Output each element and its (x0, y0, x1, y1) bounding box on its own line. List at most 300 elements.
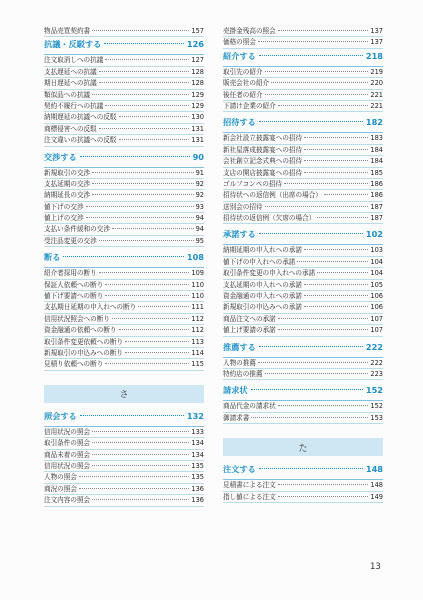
leader-dots (258, 362, 368, 363)
entry-page: 137 (370, 27, 383, 35)
leader-dots (251, 389, 363, 390)
index-entry[interactable] (44, 427, 204, 438)
entry-page: 104 (370, 269, 383, 278)
index-entry[interactable] (223, 145, 383, 156)
entry-title: ゴルフコンペの招待 (223, 179, 283, 188)
section-header[interactable] (223, 229, 383, 244)
entry-title: 招待状への返信例（出席の場合） (223, 191, 322, 200)
entry-title: 御請求書 (223, 413, 250, 422)
index-entry[interactable] (44, 78, 204, 89)
entry-page: 137 (370, 38, 383, 47)
leader-dots (265, 206, 369, 207)
leader-dots (265, 71, 369, 72)
entry-page: 187 (370, 202, 383, 211)
entry-page: 221 (370, 90, 383, 99)
sections-a (223, 51, 383, 424)
leader-dots (105, 284, 189, 285)
entry-page: 153 (370, 413, 383, 422)
entry-page: 135 (191, 473, 204, 482)
entry-page: 112 (191, 314, 204, 323)
leader-dots (86, 217, 194, 218)
index-entry[interactable] (44, 438, 204, 449)
entry-title: 支払遅延への抗議 (44, 67, 97, 76)
entry-page: 184 (370, 145, 383, 154)
leader-dots (92, 30, 189, 31)
entry-page: 94 (195, 214, 204, 223)
leader-dots (297, 261, 368, 262)
entry-page: 95 (195, 236, 204, 245)
index-entry[interactable] (44, 112, 204, 123)
section-header[interactable] (44, 152, 204, 167)
leader-dots (259, 55, 363, 56)
entry-title: 取引条件変更の申入れへの承諾 (223, 269, 316, 278)
leader-dots (304, 137, 368, 138)
section-page: 152 (365, 385, 383, 396)
leader-dots (304, 172, 368, 173)
leader-dots (317, 217, 368, 218)
index-entry[interactable] (223, 302, 383, 313)
leader-dots (278, 30, 369, 31)
entry-page: 223 (370, 369, 383, 378)
index-entry[interactable] (223, 179, 383, 190)
entry-title: 後任者の紹介 (223, 90, 263, 99)
section-title: 注文する (223, 464, 256, 475)
entry-page: 107 (370, 326, 383, 335)
section-title: 請求状 (223, 385, 248, 396)
entry-page: 109 (191, 269, 204, 278)
leader-dots (119, 139, 190, 140)
section-title: 抗議・反駁する (44, 39, 102, 50)
section-header[interactable] (223, 342, 383, 357)
kana-divider: た (223, 438, 383, 456)
entry-title: 物品売買契約書 (44, 27, 91, 35)
leader-dots (271, 82, 368, 83)
section-page: 218 (365, 50, 383, 61)
entry-title: 商標侵害への反駁 (44, 124, 97, 133)
section-title: 推薦する (223, 341, 256, 352)
entry-title: 注文違いの抗議への反駁 (44, 136, 117, 145)
entry-page: 157 (191, 27, 204, 35)
entry-title: 紹介者採用の断り (44, 269, 97, 278)
index-entry[interactable] (44, 213, 204, 224)
leader-dots (138, 306, 189, 307)
entry-page: 134 (191, 450, 204, 459)
index-entry[interactable] (44, 90, 204, 101)
leader-dots (304, 160, 368, 161)
sections-a (44, 39, 204, 370)
entry-title: 新規取引の申込みへの承諾 (223, 303, 302, 312)
entry-title: 特約店の推薦 (223, 369, 263, 378)
entry-page: 110 (191, 292, 204, 301)
entry-title: 信用状況の照会 (44, 461, 91, 470)
entry-page: 94 (195, 225, 204, 234)
leader-dots (278, 405, 369, 406)
entry-title: 納期延長の交渉 (44, 191, 91, 200)
entry-title: 値上げ要請の承諾 (223, 326, 276, 335)
entry-title: 見積書による注文 (223, 481, 276, 490)
index-entry[interactable] (44, 484, 204, 495)
leader-dots (63, 256, 184, 257)
entry-title: 支払延期の交渉 (44, 179, 91, 188)
entry-page: 92 (195, 179, 204, 188)
index-entry[interactable] (44, 124, 204, 135)
entry-page: 93 (195, 202, 204, 211)
leader-dots (259, 468, 363, 469)
entry-page: 127 (191, 56, 204, 65)
section-page: 108 (186, 252, 204, 263)
index-entry[interactable] (44, 461, 204, 472)
entry-page: 113 (191, 337, 204, 346)
entry-title: 招待状の返信例（欠席の場合） (223, 214, 316, 223)
index-entry[interactable] (44, 359, 204, 370)
entry-title: 新規取引の申込みへの断り (44, 348, 123, 357)
entry-page: 112 (191, 326, 204, 335)
index-entry[interactable] (223, 413, 383, 424)
index-entry[interactable] (223, 168, 383, 179)
leader-dots (92, 172, 193, 173)
index-entry[interactable] (44, 101, 204, 112)
entry-title: 注文内容の照会 (44, 496, 91, 505)
entry-title: 新規取引の交渉 (44, 168, 91, 177)
index-entry[interactable] (223, 480, 383, 491)
index-entry[interactable] (223, 314, 383, 325)
leader-dots (86, 206, 194, 207)
section-title: 承諾する (223, 229, 256, 240)
entry-page: 106 (370, 303, 383, 312)
index-entry[interactable] (223, 358, 383, 369)
leader-dots (278, 318, 369, 319)
entry-title: 受注品変更の交渉 (44, 236, 97, 245)
entry-title: 支払期日延期の申入れへの断り (44, 303, 137, 312)
leader-dots (251, 417, 368, 418)
leader-dots (284, 183, 368, 184)
index-entry[interactable] (223, 37, 383, 48)
section-title: 紹介する (223, 50, 256, 61)
leader-dots (317, 272, 368, 273)
entry-page: 115 (191, 360, 204, 369)
index-entry[interactable] (44, 224, 204, 235)
index-entry[interactable] (44, 472, 204, 483)
index-entry[interactable] (44, 348, 204, 359)
entry-title: 注文取消しへの抗議 (44, 56, 104, 65)
index-entry[interactable] (44, 135, 204, 146)
index-entry[interactable] (223, 245, 383, 256)
leader-dots (92, 431, 189, 432)
left-index-column (44, 26, 204, 512)
index-entry[interactable] (223, 78, 383, 89)
entry-page: 103 (370, 246, 383, 255)
leader-dots (278, 496, 369, 497)
index-entry[interactable] (223, 202, 383, 213)
index-section (223, 117, 383, 224)
section-header[interactable] (223, 385, 383, 400)
top-items (44, 26, 204, 37)
entry-page: 131 (191, 136, 204, 145)
index-entry[interactable] (223, 213, 383, 224)
leader-dots (259, 121, 363, 122)
entry-title: 販売会社の紹介 (223, 79, 270, 88)
entry-page: 183 (370, 134, 383, 143)
entry-title: 取引条件の照会 (44, 439, 91, 448)
entry-page: 136 (191, 484, 204, 493)
entry-page: 186 (370, 191, 383, 200)
entry-page: 110 (191, 280, 204, 289)
leader-dots (92, 499, 189, 500)
section-header[interactable] (223, 464, 383, 479)
entry-page: 131 (191, 124, 204, 133)
leader-dots (92, 465, 189, 466)
leader-dots (92, 442, 189, 443)
index-entry[interactable] (44, 179, 204, 190)
index-section (44, 252, 204, 371)
index-entry[interactable] (223, 401, 383, 412)
sections-b (44, 411, 204, 507)
leader-dots (304, 284, 368, 285)
index-section (223, 51, 383, 113)
entry-title: 支払延期の申入れへの承諾 (223, 280, 302, 289)
leader-dots (92, 454, 189, 455)
entry-title: 保証人依頼への断り (44, 280, 104, 289)
leader-dots (99, 128, 190, 129)
index-entry[interactable] (223, 280, 383, 291)
index-entry[interactable] (223, 190, 383, 201)
entry-title: 類似品への抗議 (44, 90, 91, 99)
leader-dots (99, 71, 190, 72)
entry-title: 新社屋落成披露宴への招待 (223, 145, 303, 154)
entry-title: 支払い条件緩和の交渉 (44, 225, 110, 234)
entry-page: 91 (195, 168, 204, 177)
index-entry[interactable] (44, 495, 204, 506)
entry-title: 支店の開店披露宴への招待 (223, 168, 303, 177)
section-page: 102 (365, 229, 383, 240)
index-section (223, 342, 383, 381)
entry-page: 134 (191, 439, 204, 448)
leader-dots (258, 41, 368, 42)
entry-page: 129 (191, 90, 204, 99)
entry-page: 92 (195, 191, 204, 200)
entry-title: 新会社設立披露宴への招待 (223, 134, 303, 143)
index-entry[interactable] (44, 190, 204, 201)
leader-dots (99, 272, 190, 273)
leader-dots (125, 352, 189, 353)
leader-dots (79, 488, 189, 489)
index-entry[interactable] (44, 168, 204, 179)
entry-page: 105 (370, 280, 383, 289)
index-entry[interactable] (223, 101, 383, 112)
section-page: 148 (365, 464, 383, 475)
index-entry[interactable] (223, 257, 383, 268)
section-header[interactable] (223, 51, 383, 66)
index-entry[interactable] (44, 67, 204, 78)
entry-title: 値下げの申入れへの承諾 (223, 257, 296, 266)
top-items (223, 26, 383, 49)
entry-title: 値下げの交渉 (44, 202, 84, 211)
leader-dots (304, 306, 368, 307)
index-entry[interactable] (44, 55, 204, 66)
entry-title: 下請け企業の紹介 (223, 101, 276, 110)
entry-title: 商品注文への承諾 (223, 314, 276, 323)
leader-dots (92, 94, 189, 95)
entry-page: 149 (370, 492, 383, 501)
section-page: 126 (186, 39, 204, 50)
entry-page: 222 (370, 358, 383, 367)
section-title: 招待する (223, 117, 256, 128)
leader-dots (265, 373, 369, 374)
index-entry[interactable] (223, 369, 383, 380)
leader-dots (259, 346, 363, 347)
leader-dots (105, 363, 189, 364)
index-section (223, 229, 383, 336)
entry-page: 104 (370, 257, 383, 266)
leader-dots (105, 59, 189, 60)
entry-page: 152 (370, 402, 383, 411)
entry-title: 値上げの交渉 (44, 214, 84, 223)
index-entry[interactable] (223, 325, 383, 336)
right-index-column (223, 26, 383, 508)
leader-dots (119, 329, 190, 330)
leader-dots (304, 249, 368, 250)
section-header[interactable] (44, 252, 204, 267)
leader-dots (104, 43, 184, 44)
entry-page: 220 (370, 79, 383, 88)
entry-title: 指し値による注文 (223, 492, 276, 501)
entry-title: 納期遅延の抗議への反駁 (44, 113, 117, 122)
entry-title: 商況の照会 (44, 484, 77, 493)
index-section (223, 464, 383, 503)
index-entry[interactable] (223, 156, 383, 167)
entry-title: 取引先の紹介 (223, 67, 263, 76)
leader-dots (304, 295, 368, 296)
leader-dots (99, 240, 194, 241)
index-entry[interactable] (223, 291, 383, 302)
index-entry[interactable] (44, 26, 204, 37)
entry-page: 148 (370, 481, 383, 490)
index-entry[interactable] (44, 302, 204, 313)
leader-dots (304, 149, 368, 150)
leader-dots (125, 341, 189, 342)
entry-title: 会社創立記念式典への招待 (223, 157, 303, 166)
leader-dots (79, 476, 189, 477)
leader-dots (112, 228, 194, 229)
entry-page: 136 (191, 496, 204, 505)
entry-page: 114 (191, 348, 204, 357)
index-entry[interactable] (223, 492, 383, 503)
entry-page: 133 (191, 427, 204, 436)
entry-title: 契約不履行への抗議 (44, 101, 104, 110)
section-header[interactable] (44, 39, 204, 54)
entry-page: 186 (370, 179, 383, 188)
index-entry[interactable] (44, 202, 204, 213)
entry-title: 人物の推薦 (223, 358, 256, 367)
index-entry[interactable] (44, 291, 204, 302)
entry-title: 売掛金残高の照会 (223, 27, 276, 35)
sections-b (223, 464, 383, 503)
entry-page: 221 (370, 101, 383, 110)
index-entry[interactable] (44, 325, 204, 336)
leader-dots (80, 156, 190, 157)
section-title: 断る (44, 252, 61, 263)
leader-dots (80, 415, 184, 416)
index-entry[interactable] (44, 337, 204, 348)
entry-page: 107 (370, 314, 383, 323)
index-entry[interactable] (223, 26, 383, 37)
section-header[interactable] (223, 117, 383, 132)
leader-dots (119, 116, 190, 117)
entry-page: 130 (191, 113, 204, 122)
index-section (44, 39, 204, 146)
index-entry[interactable] (44, 314, 204, 325)
leader-dots (278, 329, 369, 330)
index-entry[interactable] (44, 236, 204, 247)
entry-title: 価格の照会 (223, 38, 256, 47)
leader-dots (259, 233, 363, 234)
leader-dots (99, 82, 190, 83)
entry-page: 106 (370, 292, 383, 301)
entry-page: 111 (191, 303, 204, 312)
entry-page: 135 (191, 461, 204, 470)
index-entry[interactable] (223, 133, 383, 144)
entry-page: 219 (370, 67, 383, 76)
entry-title: 取引条件変更依頼への断り (44, 337, 124, 346)
entry-title: 期日遅延への抗議 (44, 79, 97, 88)
entry-title: 資金融通の申入れへの承諾 (223, 292, 302, 301)
index-section (44, 152, 204, 248)
entry-title: 資金融通の依頼への断り (44, 326, 117, 335)
index-entry[interactable] (44, 450, 204, 461)
page-number: 13 (370, 562, 381, 572)
entry-page: 128 (191, 79, 204, 88)
entry-title: 送別会の招待 (223, 202, 263, 211)
leader-dots (278, 484, 369, 485)
leader-dots (278, 105, 369, 106)
entry-page: 185 (370, 168, 383, 177)
leader-dots (265, 94, 369, 95)
section-page: 132 (186, 410, 204, 421)
kana-divider: さ (44, 385, 204, 403)
leader-dots (105, 295, 189, 296)
section-page: 182 (365, 117, 383, 128)
index-entry[interactable] (223, 268, 383, 279)
leader-dots (105, 105, 189, 106)
entry-title: 信用状況照会への断り (44, 314, 110, 323)
leader-dots (92, 194, 193, 195)
section-page: 222 (365, 341, 383, 352)
section-header[interactable] (44, 411, 204, 426)
entry-title: 信用状況の照会 (44, 427, 91, 436)
leader-dots (112, 318, 189, 319)
entry-page: 129 (191, 101, 204, 110)
entry-title: 商品未着の照会 (44, 450, 91, 459)
section-title: 照会する (44, 410, 77, 421)
entry-title: 商品代金の請求状 (223, 402, 276, 411)
index-section (223, 385, 383, 424)
leader-dots (92, 183, 193, 184)
entry-title: 人物の照会 (44, 473, 77, 482)
section-title: 交渉する (44, 151, 77, 162)
entry-title: 見積り依頼への断り (44, 360, 104, 369)
entry-title: 納期延期の申入れへの承諾 (223, 246, 302, 255)
section-page: 90 (192, 151, 204, 162)
index-section (44, 411, 204, 507)
index-entry[interactable] (223, 90, 383, 101)
entry-title: 値下げ要請への断り (44, 292, 104, 301)
entry-page: 128 (191, 67, 204, 76)
leader-dots (324, 194, 369, 195)
index-entry[interactable] (44, 280, 204, 291)
index-entry[interactable] (44, 268, 204, 279)
index-entry[interactable] (223, 67, 383, 78)
entry-page: 184 (370, 157, 383, 166)
